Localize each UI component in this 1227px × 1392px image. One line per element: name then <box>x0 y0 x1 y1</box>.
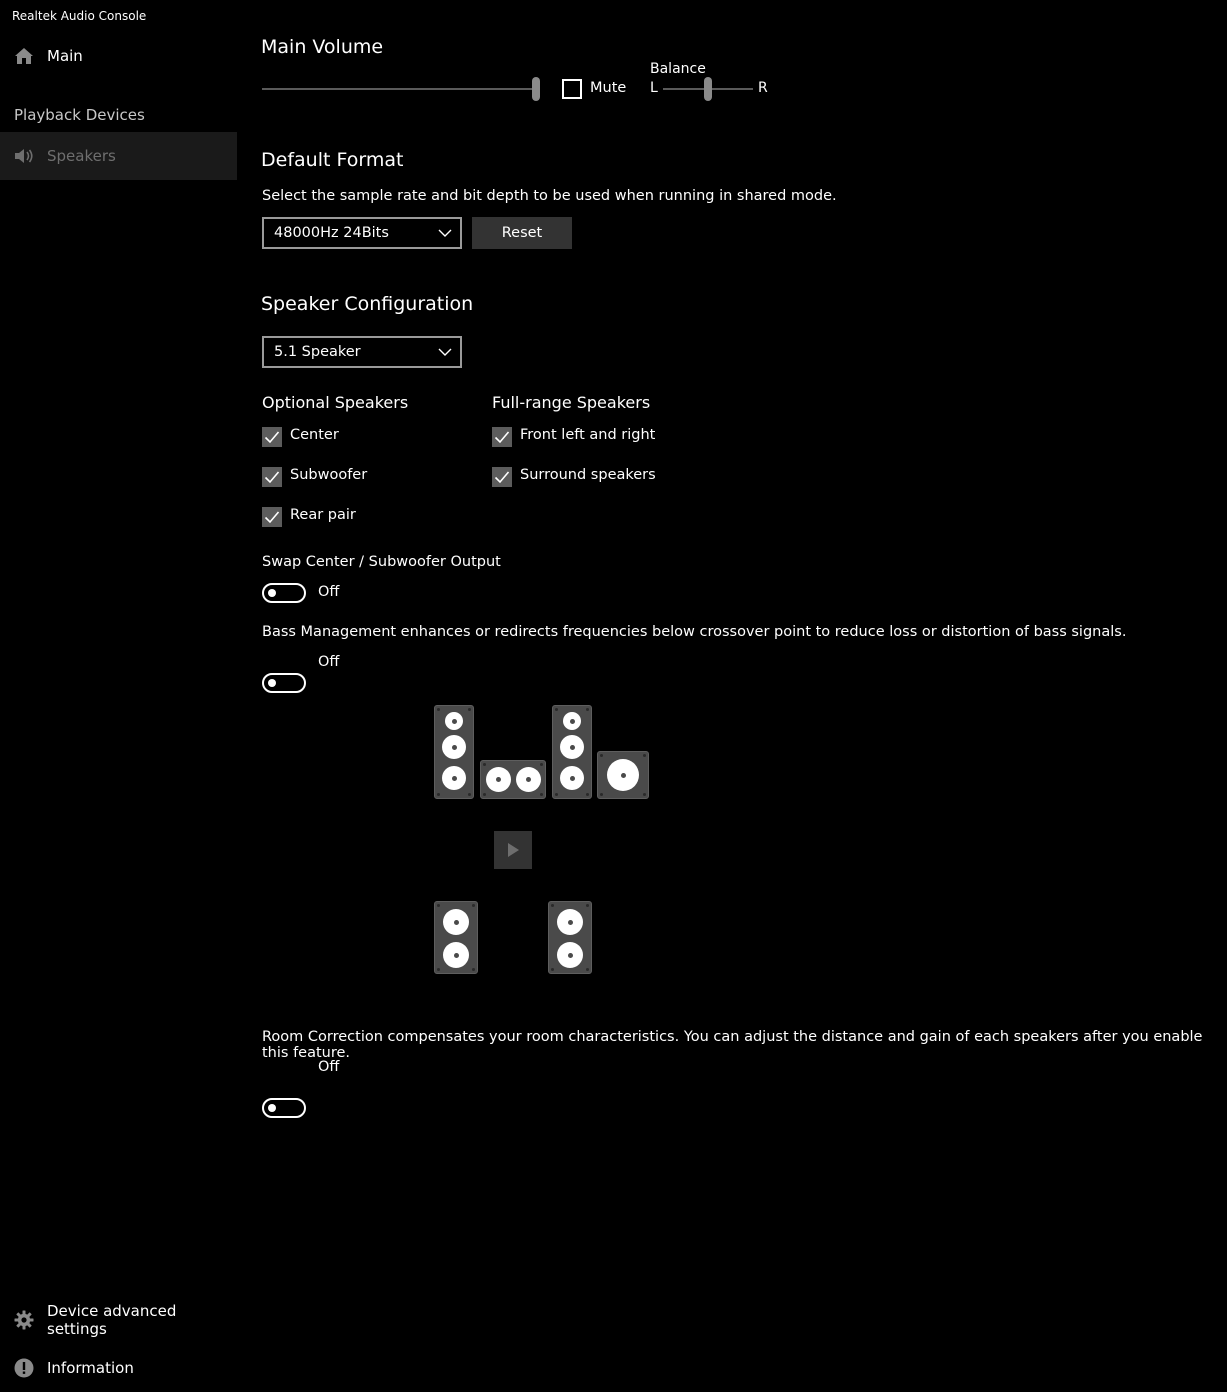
front-left-right-checkbox[interactable] <box>492 427 512 447</box>
check-icon <box>264 510 280 524</box>
fullrange-speakers-title: Full-range Speakers <box>492 393 651 412</box>
sidebar-item-label: Information <box>47 1359 134 1377</box>
check-icon <box>264 470 280 484</box>
rear-pair-checkbox[interactable] <box>262 507 282 527</box>
toggle-knob <box>268 679 276 687</box>
sidebar-section-header: Playback Devices <box>14 106 145 124</box>
balance-right-label: R <box>758 80 768 96</box>
main-volume-slider-track[interactable] <box>262 88 540 90</box>
sample-rate-dropdown[interactable] <box>262 217 462 249</box>
speaker-configuration-dropdown[interactable] <box>262 336 462 368</box>
chevron-down-icon <box>438 229 452 237</box>
speaker-configuration-title: Speaker Configuration <box>261 293 474 315</box>
surround-speakers-label: Surround speakers <box>520 467 656 483</box>
bass-management-state: Off <box>318 654 340 670</box>
swap-label: Swap Center / Subwoofer Output <box>262 554 501 570</box>
rear-left-speaker[interactable] <box>434 901 478 974</box>
subwoofer-speaker[interactable] <box>597 751 649 799</box>
toggle-knob <box>268 589 276 597</box>
default-format-description: Select the sample rate and bit depth to be used when running in shared mode. <box>262 188 837 204</box>
balance-label: Balance <box>650 61 706 77</box>
sidebar-item-main[interactable] <box>0 32 237 80</box>
center-checkbox[interactable] <box>262 427 282 447</box>
room-correction-state: Off <box>318 1059 340 1075</box>
subwoofer-checkbox[interactable] <box>262 467 282 487</box>
bass-management-toggle[interactable] <box>262 673 306 693</box>
toggle-knob <box>268 1104 276 1112</box>
swap-state: Off <box>318 584 340 600</box>
check-icon <box>494 430 510 444</box>
check-icon <box>494 470 510 484</box>
swap-toggle[interactable] <box>262 583 306 603</box>
sample-rate-value: 48000Hz 24Bits <box>274 225 389 241</box>
mute-label: Mute <box>590 80 627 96</box>
sidebar <box>0 0 237 1389</box>
check-icon <box>264 430 280 444</box>
chevron-down-icon <box>438 348 452 356</box>
room-correction-toggle[interactable] <box>262 1098 306 1118</box>
sidebar-item-advanced-settings[interactable] <box>0 1296 237 1344</box>
rear-right-speaker[interactable] <box>548 901 592 974</box>
front-left-right-label: Front left and right <box>520 427 656 443</box>
sidebar-item-label: Speakers <box>47 147 116 165</box>
rear-pair-label: Rear pair <box>290 507 356 523</box>
sidebar-item-information[interactable] <box>0 1344 237 1392</box>
reset-button[interactable]: Reset <box>472 217 572 249</box>
play-test-button[interactable] <box>494 831 532 869</box>
balance-slider-thumb[interactable] <box>704 77 712 101</box>
sidebar-item-label: Main <box>47 47 83 65</box>
bass-management-label: Bass Management enhances or redirects frequencies below crossover point to reduce loss or distortion of bass signals. <box>262 624 1127 640</box>
play-icon <box>506 842 520 858</box>
optional-speakers-title: Optional Speakers <box>262 393 409 412</box>
room-correction-label: Room Correction compensates your room characteristics. You can adjust the distance and gain of each speakers after you enable this feature. <box>262 1029 1203 1061</box>
speaker-configuration-value: 5.1 Speaker <box>274 344 361 360</box>
info-icon <box>14 1358 34 1378</box>
sidebar-item-label: Device advanced settings <box>47 1302 177 1338</box>
subwoofer-label: Subwoofer <box>290 467 368 483</box>
main-volume-slider-thumb[interactable] <box>532 77 540 101</box>
home-icon <box>14 46 34 66</box>
gear-icon <box>14 1310 34 1330</box>
front-left-speaker[interactable] <box>434 705 474 799</box>
balance-left-label: L <box>650 80 658 96</box>
mute-checkbox[interactable] <box>562 79 582 99</box>
main-volume-title: Main Volume <box>261 36 384 58</box>
app-title: Realtek Audio Console <box>12 9 147 23</box>
front-right-speaker[interactable] <box>552 705 592 799</box>
surround-speakers-checkbox[interactable] <box>492 467 512 487</box>
center-speaker[interactable] <box>480 760 546 799</box>
sidebar-item-speakers[interactable] <box>0 132 237 180</box>
speaker-icon <box>14 146 34 166</box>
center-label: Center <box>290 427 339 443</box>
default-format-title: Default Format <box>261 149 404 171</box>
